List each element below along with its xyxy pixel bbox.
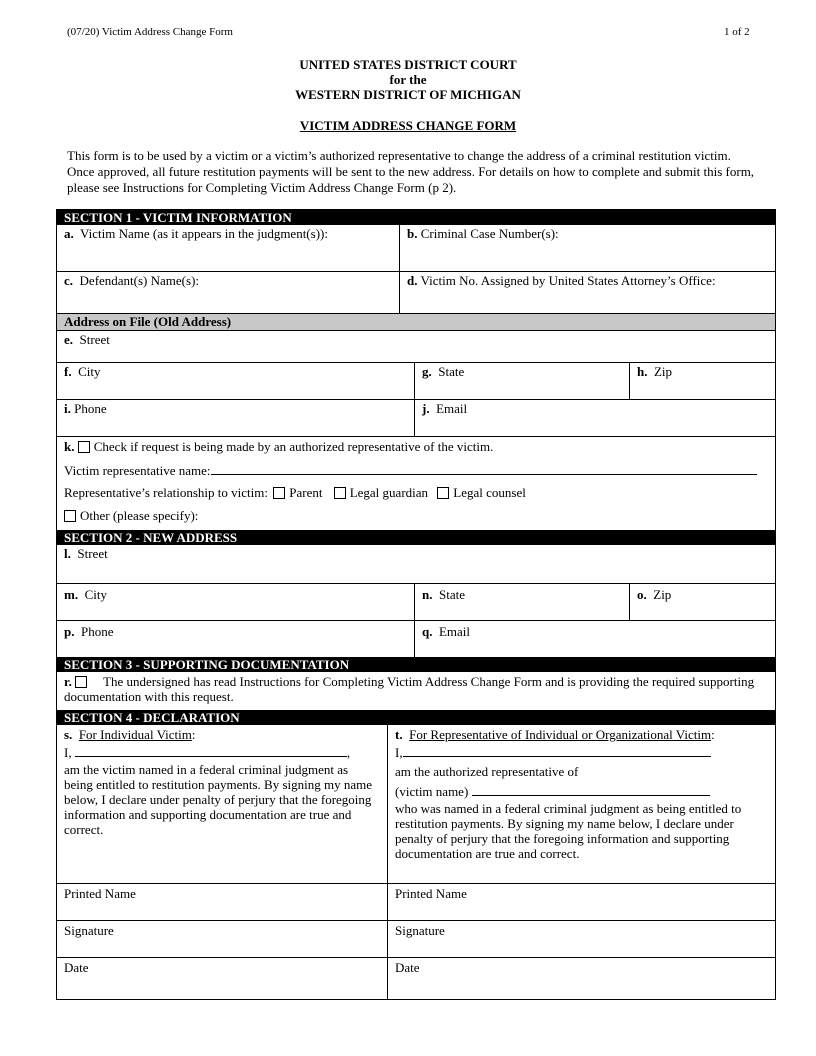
- field-new-zip[interactable]: [629, 584, 775, 620]
- field-letter: b.: [407, 226, 418, 241]
- individual-date[interactable]: [57, 958, 387, 999]
- representative-name-line[interactable]: [403, 744, 711, 757]
- printed-name-label: Printed Name: [64, 886, 136, 901]
- field-new-phone[interactable]: [57, 621, 414, 657]
- parent-checkbox[interactable]: [273, 487, 285, 499]
- representative-declaration: t. For Representative of Individual or Organizational Victim: I, am the authorized representative of (victim name) who was named in a federal criminal judgment as being entitled to restitution payments. By signing my name below, I declare under penalty of perjury that the foregoing information and supporting documentation are true and correct.: [387, 725, 775, 883]
- header-page-number: 1 of 2: [724, 26, 750, 38]
- representative-title: For Representative of Individual or Organizational Victim: [409, 727, 712, 742]
- form-table: [56, 209, 776, 1000]
- individual-title: For Individual Victim: [78, 727, 192, 742]
- representative-checkbox[interactable]: [78, 441, 90, 453]
- individual-name-line[interactable]: [75, 744, 347, 757]
- field-label: Zip: [653, 587, 672, 602]
- field-letter: l.: [64, 546, 71, 561]
- court-for: for the: [389, 72, 427, 87]
- rep-name-label: Victim representative name:: [64, 463, 211, 478]
- section-2-heading: SECTION 2 - NEW ADDRESS: [57, 530, 775, 545]
- field-letter: s.: [64, 727, 73, 742]
- field-label: Street: [79, 332, 110, 347]
- field-letter: q.: [422, 624, 433, 639]
- supporting-docs-block: [57, 672, 775, 710]
- legal-guardian-label: Legal guardian: [349, 485, 429, 500]
- field-old-city[interactable]: [57, 363, 414, 399]
- field-letter: i.: [64, 401, 71, 416]
- individual-signature[interactable]: [57, 921, 387, 957]
- field-label: Street: [77, 546, 108, 561]
- representative-check-label: Check if request is being made by an authorized representative of the victim.: [93, 439, 494, 454]
- representative-declaration-text: who was named in a federal criminal judgment as being entitled to restitution payments. By signing my name below, I declare under penalty of perjury that the foregoing information and supporting documentation are true and correct.: [395, 801, 742, 861]
- court-district: WESTERN DISTRICT OF MICHIGAN: [295, 87, 521, 102]
- field-label: Defendant(s) Name(s):: [79, 273, 200, 288]
- field-letter: j.: [422, 401, 430, 416]
- field-letter: c.: [64, 273, 74, 288]
- field-letter: h.: [637, 364, 648, 379]
- representative-date[interactable]: [387, 958, 775, 999]
- field-defendant-names[interactable]: [57, 272, 399, 313]
- field-label: Phone: [74, 401, 107, 416]
- legal-counsel-label: Legal counsel: [453, 485, 526, 500]
- supporting-docs-checkbox[interactable]: [75, 676, 87, 688]
- section-3-heading: SECTION 3 - SUPPORTING DOCUMENTATION: [57, 657, 775, 672]
- header-form-code: (07/20) Victim Address Change Form: [67, 26, 233, 38]
- field-label: Victim No. Assigned by United States Attorney’s Office:: [420, 273, 716, 288]
- legal-counsel-checkbox[interactable]: [437, 487, 449, 499]
- field-letter: m.: [64, 587, 79, 602]
- section-4-heading: SECTION 4 - DECLARATION: [57, 710, 775, 725]
- section-1-heading: SECTION 1 - VICTIM INFORMATION: [57, 210, 775, 225]
- field-label: City: [78, 364, 101, 379]
- rep-name-line[interactable]: [211, 462, 757, 475]
- printed-name-label: Printed Name: [395, 886, 467, 901]
- field-letter: p.: [64, 624, 75, 639]
- field-letter: t.: [395, 727, 403, 742]
- field-old-phone[interactable]: [57, 400, 414, 436]
- date-label: Date: [64, 960, 89, 975]
- field-label: State: [438, 587, 465, 602]
- relationship-label: Representative’s relationship to victim:: [64, 485, 268, 500]
- field-new-street[interactable]: [57, 545, 775, 583]
- field-letter: a.: [64, 226, 74, 241]
- field-letter: g.: [422, 364, 432, 379]
- field-letter: k.: [64, 439, 75, 454]
- individual-declaration: s. For Individual Victim: I, , am the victim named in a federal criminal judgment as being entitled to restitution payments. By signing my name below, I declare under penalty of perjury that the foregoing information and supporting documentation are true and correct.: [57, 725, 387, 883]
- individual-declaration-text: am the victim named in a federal criminal judgment as being entitled to restitution payments. By signing my name below, I declare under penalty of perjury that the foregoing information and supporting documentation are true and correct.: [64, 762, 372, 837]
- representative-printed-name[interactable]: [387, 884, 775, 920]
- other-checkbox[interactable]: [64, 510, 76, 522]
- field-label: Email: [436, 401, 468, 416]
- field-letter: n.: [422, 587, 433, 602]
- signature-label: Signature: [395, 923, 445, 938]
- representative-block: [57, 437, 775, 530]
- signature-label: Signature: [64, 923, 114, 938]
- field-victim-name[interactable]: [57, 225, 399, 271]
- individual-printed-name[interactable]: [57, 884, 387, 920]
- field-label: Email: [438, 624, 471, 639]
- field-letter: d.: [407, 273, 418, 288]
- authorized-rep-text: am the authorized representative of: [395, 764, 579, 779]
- supporting-docs-text: The undersigned has read Instructions for Completing Victim Address Change Form and is providing the required supporting documentation with this request.: [64, 674, 755, 704]
- comma: ,: [346, 745, 351, 760]
- legal-guardian-checkbox[interactable]: [334, 487, 346, 499]
- representative-signature[interactable]: [387, 921, 775, 957]
- field-old-street[interactable]: [57, 331, 775, 362]
- field-old-state[interactable]: [414, 363, 629, 399]
- parent-label: Parent: [289, 485, 323, 500]
- field-victim-number[interactable]: [399, 272, 775, 313]
- i-label: I,: [64, 745, 72, 760]
- form-title: VICTIM ADDRESS CHANGE FORM: [299, 118, 517, 133]
- field-case-number[interactable]: [399, 225, 775, 271]
- field-label: State: [438, 364, 465, 379]
- field-letter: r.: [64, 674, 72, 689]
- court-name: UNITED STATES DISTRICT COURT: [299, 57, 517, 72]
- i-label: I,: [395, 745, 403, 760]
- other-label: Other (please specify):: [80, 508, 199, 523]
- field-old-email[interactable]: [414, 400, 775, 436]
- field-label: Criminal Case Number(s):: [420, 226, 559, 241]
- old-address-heading: Address on File (Old Address): [57, 313, 775, 331]
- field-letter: e.: [64, 332, 74, 347]
- field-label: City: [84, 587, 107, 602]
- victim-name-label: (victim name): [395, 784, 469, 799]
- date-label: Date: [395, 960, 420, 975]
- intro-paragraph: This form is to be used by a victim or a victim’s authorized representative to change the address of a criminal restitution victim. Once approved, all future restitution payments will be sent to the new address. For details on how to complete and submit this form, please see Instructions for Completing Victim Address Change Form (p 2).: [67, 148, 755, 195]
- field-letter: f.: [64, 364, 72, 379]
- field-new-city[interactable]: [57, 584, 414, 620]
- victim-name-line[interactable]: [472, 783, 710, 796]
- field-label: Victim Name (as it appears in the judgment(s)):: [80, 226, 328, 241]
- field-new-state[interactable]: [414, 584, 629, 620]
- field-letter: o.: [637, 587, 647, 602]
- field-label: Phone: [80, 624, 114, 639]
- field-new-email[interactable]: [414, 621, 775, 657]
- field-old-zip[interactable]: [629, 363, 775, 399]
- field-label: Zip: [653, 364, 673, 379]
